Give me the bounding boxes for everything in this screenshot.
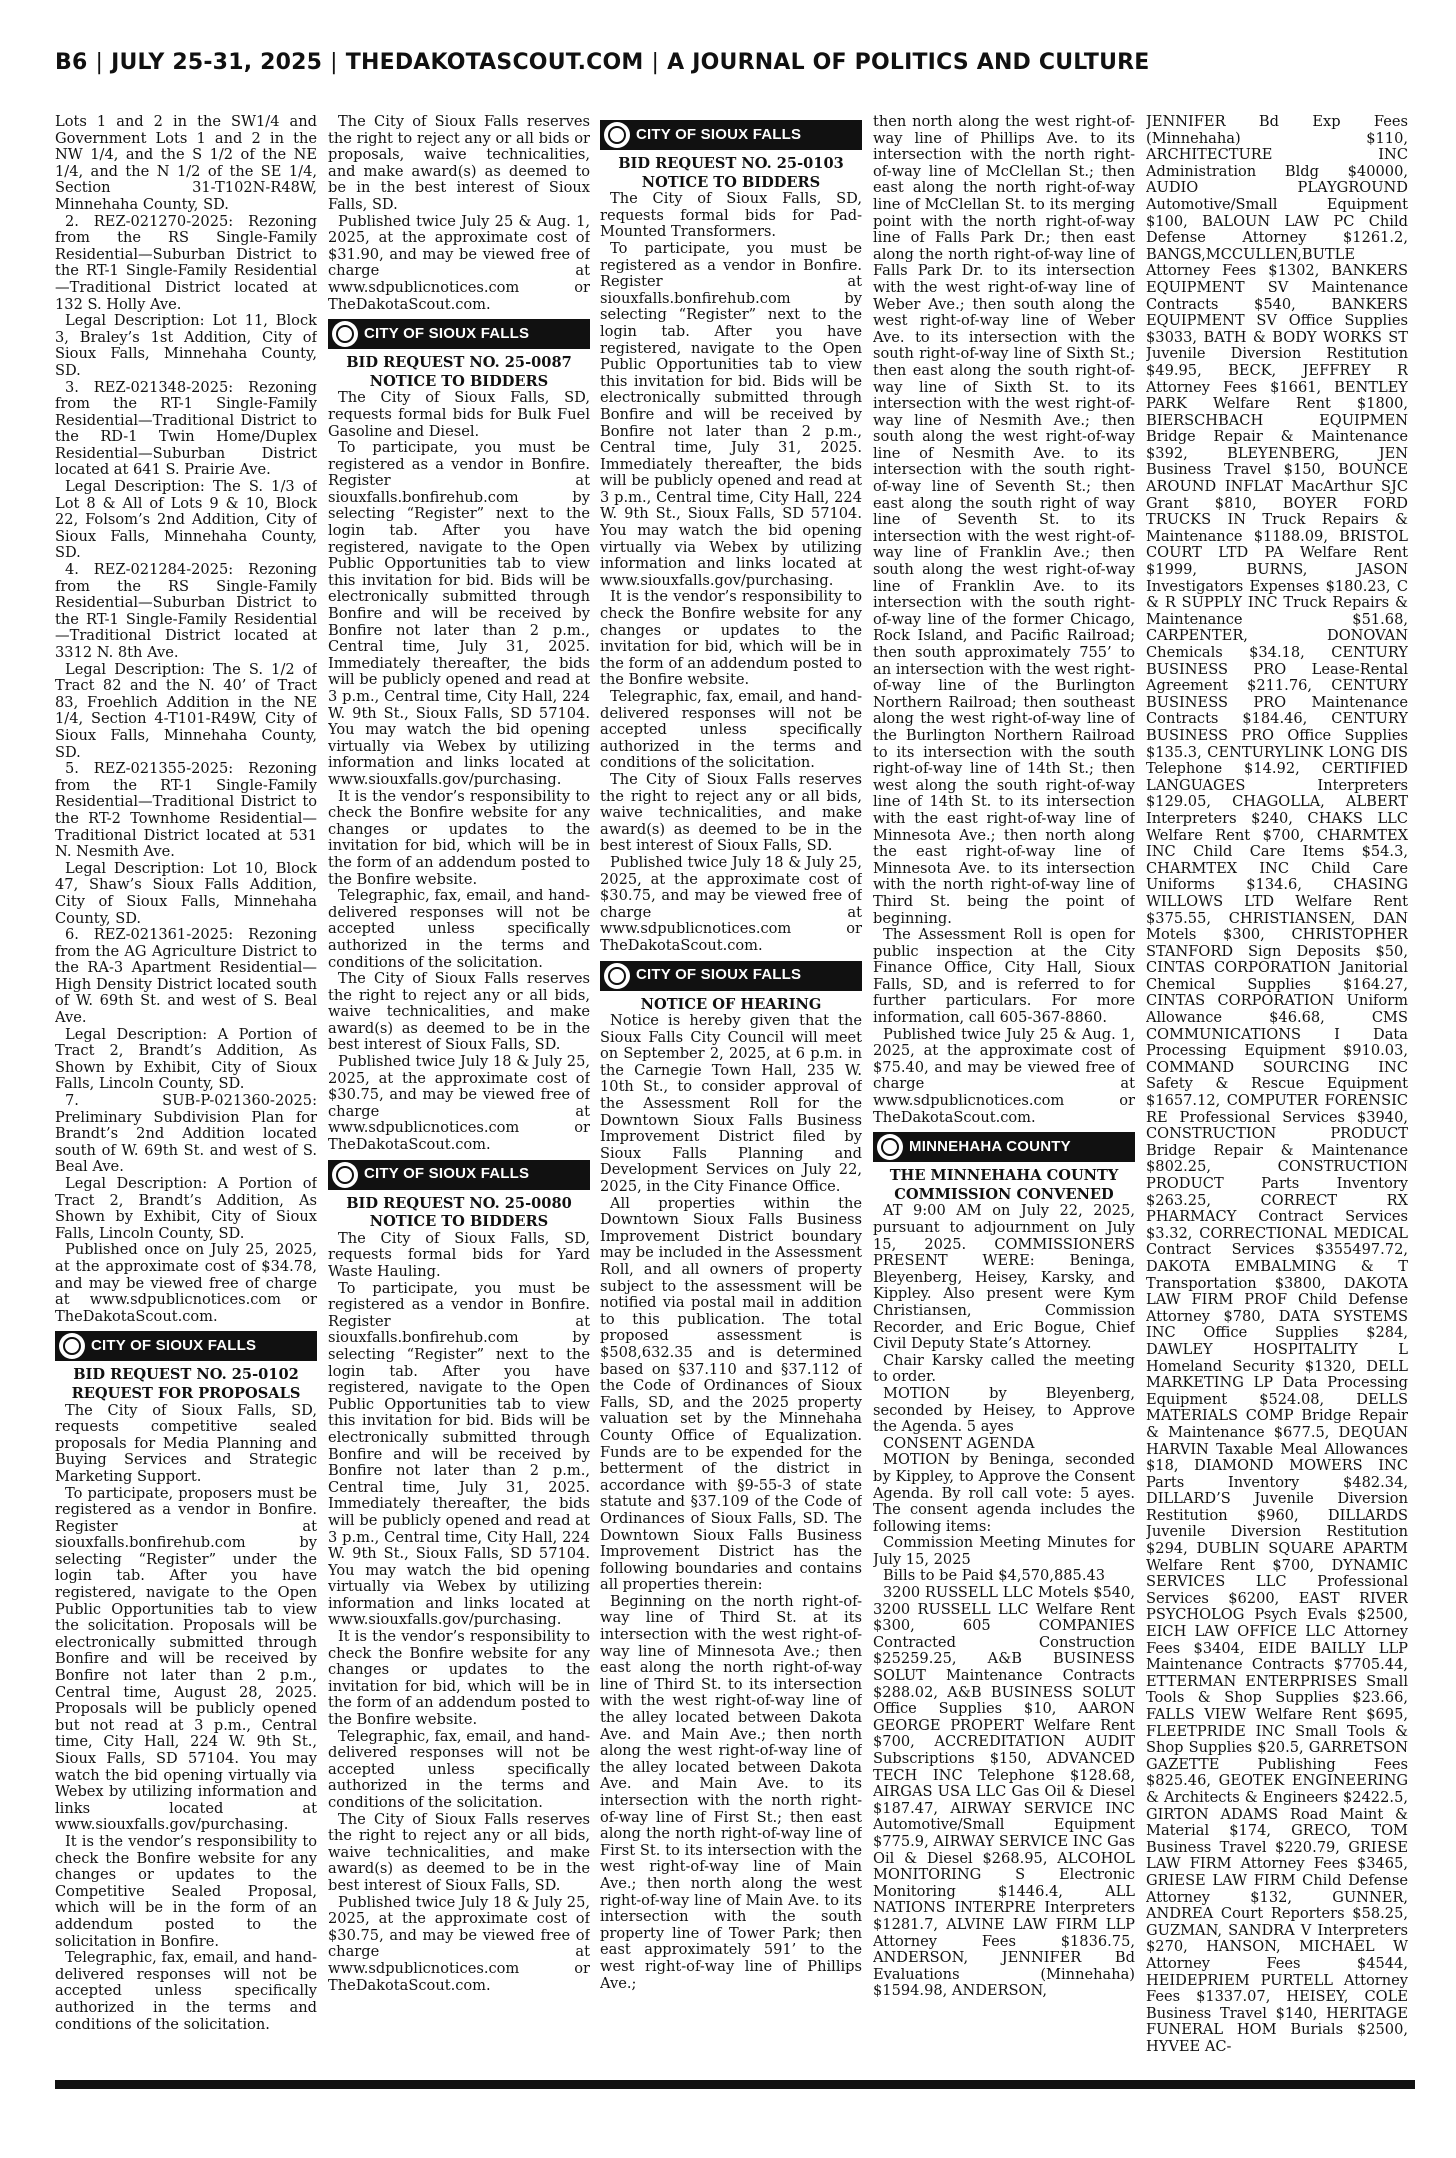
notice-paragraph: Legal Description: A Portion of Tract 2, Brandt’s Addition, As Shown by Exhibit, City of Sioux Falls, Lincoln County, SD.: [55, 1025, 317, 1093]
notice-paragraph: Chair Karsky called the meeting to order.: [873, 1351, 1135, 1386]
notice-paragraph: Beginning on the north right-of-way line of Third St. at its intersection with the west right-of-way line of Minnesota Ave.; then east along the north right-of-way line of Third St. to its intersection with the west right-of-way line of the alley located between Dakota Ave. and Main Ave.; then north along the west right-of-way line of the alley located between Dakota Ave. and Main Ave. to its intersection with the north right-of-way line of First St.; then east along the north right-of-way line of First St. to its intersection with the west right-of-way line of Main Ave.; then north along the west right-of-way line of Main Ave. to its intersection with the south property line of Tower Park; then east approximately 591’ to the west right-of-way line of Phillips Ave.;: [600, 1592, 862, 1992]
notice-paragraph: Legal Description: The S. 1/2 of Tract 82 and the N. 40’ of Tract 83, Froehlich Addition in the NE 1/4, Section 4-T101-R49W, City of Sioux Falls, Minnehaha County, SD.: [55, 660, 317, 761]
notice-paragraph: Bills to be Paid $4,570,885.43: [883, 1567, 1106, 1585]
city-seal-icon: [332, 321, 358, 347]
notice-paragraph: To participate, you must be registered as a vendor in Bonfire. Register at siouxfalls.bonfirehub.com by selecting “Register” next to the login tab. After you have registered, navigate to the Open Public Opportunities tab to view this invitation for bid. Bids will be electronically submitted through Bonfire and will be received by Bonfire not later than 2 p.m., Central time, July 31, 2025. Immediately thereafter, the bids will be publicly opened and read at 3 p.m., Central time, City Hall, 224 W. 9th St., Sioux Falls, SD 57104. You may watch the bid opening virtually via Webex by utilizing information and links located at www.siouxfalls.gov/purchasing.: [328, 439, 590, 788]
notice-paragraph: It is the vendor’s responsibility to check the Bonfire website for any changes or updates to the invitation for bid, which will be in the form of an addendum posted to the Bonfire website.: [328, 1628, 590, 1729]
notice-paragraph: The Assessment Roll is open for public inspection at the City Finance Office, City Hall, Sioux Falls, SD, and is referred to for further particulars. For more information, call 605-367-8860.: [873, 926, 1135, 1027]
notice-paragraph: Legal Description: Lot 10, Block 47, Shaw’s Sioux Falls Addition, City of Sioux Falls, Minnehaha County, SD.: [55, 859, 317, 927]
banner-label: CITY OF SIOUX FALLS: [636, 125, 802, 143]
notice-paragraph: Notice is hereby given that the Sioux Falls City Council will meet on September 2, 2025, at 6 p.m. in the Carnegie Town Hall, 235 W. 10th St., to consider approval of the Assessment Roll for the Downtown Sioux Falls Business Improvement District filed by Sioux Falls Planning and Development Services on July 22, 2025, in the City Finance Office.: [600, 1012, 862, 1196]
text-column-1: [55, 114, 317, 2064]
site-name: THEDAKOTASCOUT.COM: [345, 50, 644, 75]
notice-heading: NOTICE OF HEARING: [640, 995, 822, 1013]
city-seal-icon: [877, 1134, 903, 1160]
notice-paragraph: Commission Meeting Minutes for July 15, 2025: [873, 1534, 1135, 1568]
notice-paragraph: The City of Sioux Falls reserves the right to reject any or all bids, waive technicalities, and make award(s) as deemed to be in the best interest of Sioux Falls, SD.: [328, 970, 590, 1054]
issue-date: JULY 25-31, 2025: [111, 50, 323, 75]
notice-heading: REQUEST FOR PROPOSALS: [71, 1384, 301, 1402]
text-column-4: [873, 114, 1135, 2064]
section-banner: [55, 1331, 317, 1361]
notice-paragraph: 3. REZ-021348-2025: Rezoning from the RT-1 Single-Family Residential—Traditional District to the RD-1 Twin Home/Duplex Residential—Suburban District located at 641 S. Prairie Ave.: [55, 378, 317, 479]
notice-paragraph: 4. REZ-021284-2025: Rezoning from the RS Single-Family Residential—Suburban District to the RT-1 Single-Family Residential—Traditional District located at 3312 N. 8th Ave.: [55, 561, 317, 661]
notice-paragraph: 6. REZ-021361-2025: Rezoning from the AG Agriculture District to the RA-3 Apartment Residential—High Density District located south of W. 69th St. and west of S. Beal Ave.: [55, 926, 317, 1027]
notice-paragraph: then north along the west right-of-way line of Phillips Ave. to its intersection with the north right-of-way line of McClellan St.; then east along the north right-of-way line of McClellan St. to its merging point with the north right-of-way line of Falls Park Dr.; then east along the north right-of-way line of Falls Park Dr. to its intersection with the west right-of-way line of Weber Ave.; then south along the west right-of-way line of Weber Ave. to its intersection with the south right-of-way line of Sixth St.; then east along the south right-of-way line of Sixth St. to its intersection with the west right-of-way line of Nesmith Ave.; then south along the west right-of-way line of Nesmith Ave. to its intersection with the south right-of-way line of Seventh St.; then east along the south right of way line of Seventh St. to its intersection with the west right-of-way line of Franklin Ave.; then south along the west right-of-way line of Franklin Ave. to its intersection with the south right-of-way line of the former Chicago, Rock Island, and Pacific Railroad; then south approximately 755’ to an intersection with the west right-of-way line of the Burlington Northern Railroad; then southeast along the west right-of-way line of the Burlington Northern Railroad to its intersection with the south right-of-way line of 14th St.; then west along the south right-of-way line of 14th St. to its intersection with the east right-of-way line of Minnesota Ave.; then north along the east right-of-way line of Minnesota Ave. to its intersection with the north right-of-way line of Third St. being the point of beginning.: [873, 114, 1135, 927]
notice-paragraph: Published twice July 18 & July 25, 2025, at the approximate cost of $30.75, and may be viewed free of charge at www.sdpublicnotices.com or TheDakotaScout.com.: [328, 1893, 590, 1994]
city-seal-icon: [604, 122, 630, 148]
notice-paragraph: Telegraphic, fax, email, and hand-delivered responses will not be accepted unless specifically authorized in the terms and conditions of the solicitation.: [55, 1949, 317, 2033]
notice-paragraph: 5. REZ-021355-2025: Rezoning from the RT-1 Single-Family Residential—Traditional District to the RT-2 Townhome Residential—Traditional District located at 531 N. Nesmith Ave.: [55, 760, 317, 861]
notice-paragraph: CONSENT AGENDA: [883, 1434, 1035, 1452]
notice-paragraph: Published twice July 25 & Aug. 1, 2025, at the approximate cost of $31.90, and may be viewed free of charge at www.sdpublicnotices.com or TheDakotaScout.com.: [328, 212, 590, 313]
text-column-2: [328, 114, 590, 2064]
notice-heading: COMMISSION CONVENED: [894, 1185, 1114, 1203]
notice-paragraph: The City of Sioux Falls reserves the right to reject any or all bids or proposals, waive technicalities, and make award(s) as deemed to be in the best interest of Sioux Falls, SD.: [328, 114, 590, 213]
notice-paragraph: The City of Sioux Falls reserves the right to reject any or all bids, waive technicalities, and make award(s) as deemed to be in the best interest of Sioux Falls, SD.: [328, 1810, 590, 1894]
banner-label: CITY OF SIOUX FALLS: [91, 1337, 257, 1355]
section-banner: [600, 120, 862, 150]
notice-paragraph: It is the vendor’s responsibility to check the Bonfire website for any changes or updates to the invitation for bid, which will be in the form of an addendum posted to the Bonfire website.: [600, 588, 862, 689]
tagline: A JOURNAL OF POLITICS AND CULTURE: [667, 50, 1150, 75]
notice-paragraph: The City of Sioux Falls, SD, requests formal bids for Yard Waste Hauling.: [328, 1229, 590, 1280]
notice-heading: BID REQUEST NO. 25-0080: [346, 1194, 572, 1212]
notice-paragraph: All properties within the Downtown Sioux Falls Business Improvement District boundary may be included in the Assessment Roll, and all owners of property subject to the assessment will be notified via postal mail in addition to this publication. The total proposed assessment is $508,632.35 and is determined based on §37.110 and §37.112 of the Code of Ordinances of Sioux Falls, SD, and the 2025 property valuation set by the Minnehaha County Office of Equalization. Funds are to be expended for the betterment of the district in accordance with §9-55-3 of state statute and §37.109 of the Code of Ordinances of Sioux Falls, SD. The Downtown Sioux Falls Business Improvement District has the following boundaries and contains all properties therein:: [600, 1194, 862, 1594]
notice-paragraph: Telegraphic, fax, email, and hand-delivered responses will not be accepted unless specifically authorized in the terms and conditions of the solicitation.: [328, 1727, 590, 1811]
notice-paragraph: The City of Sioux Falls, SD, requests formal bids for Pad-Mounted Transformers.: [600, 190, 862, 241]
notice-heading: NOTICE TO BIDDERS: [369, 372, 549, 390]
notice-paragraph: Legal Description: Lot 11, Block 3, Braley’s 1st Addition, City of Sioux Falls, Minnehaha County, SD.: [55, 312, 317, 379]
notice-paragraph: Lots 1 and 2 in the SW1/4 and Government Lots 1 and 2 in the NW 1/4, and the S 1/2 of the NE 1/4, and the N 1/2 of the SE 1/4, Section 31-T102N-R48W, Minnehaha County, SD.: [55, 114, 317, 213]
notice-heading: BID REQUEST NO. 25-0087: [346, 354, 572, 372]
notice-paragraph: Legal Description: The S. 1/3 of Lot 8 & All of Lots 9 & 10, Block 22, Folsom’s 2nd Addition, City of Sioux Falls, Minnehaha County, SD.: [55, 478, 317, 562]
banner-label: MINNEHAHA COUNTY: [909, 1137, 1071, 1155]
notice-paragraph: To participate, you must be registered as a vendor in Bonfire. Register at siouxfalls.bonfirehub.com by selecting “Register” next to the login tab. After you have registered, navigate to the Open Public Opportunities tab to view this invitation for bid. Bids will be electronically submitted through Bonfire and will be received by Bonfire not later than 2 p.m., Central time, July 31, 2025. Immediately thereafter, the bids will be publicly opened and read at 3 p.m., Central time, City Hall, 224 W. 9th St., Sioux Falls, SD 57104. You may watch the bid opening virtually via Webex by utilizing information and links located at www.siouxfalls.gov/purchasing.: [328, 1279, 590, 1629]
notice-paragraph: Telegraphic, fax, email, and hand-delivered responses will not be accepted unless specifically authorized in the terms and conditions of the solicitation.: [600, 688, 862, 772]
notice-paragraph: 2. REZ-021270-2025: Rezoning from the RS Single-Family Residential—Suburban District to the RT-1 Single-Family Residential—Traditional District located at 132 S. Holly Ave.: [55, 212, 317, 313]
notice-paragraph: It is the vendor’s responsibility to check the Bonfire website for any changes or updates to the Competitive Sealed Proposal, which will be in the form of an addendum posted to the solicitation in Bonfire.: [55, 1832, 317, 1950]
notice-paragraph: The City of Sioux Falls, SD, requests competitive sealed proposals for Media Planning and Buying Services and Strategic Marketing Support.: [55, 1401, 317, 1485]
notice-paragraph: Telegraphic, fax, email, and hand-delivered responses will not be accepted unless specifically authorized in the terms and conditions of the solicitation.: [328, 887, 590, 971]
section-banner: [328, 1160, 590, 1190]
folio-separator: |: [651, 50, 660, 75]
notice-paragraph: To participate, you must be registered as a vendor in Bonfire. Register at siouxfalls.bonfirehub.com by selecting “Register” next to the login tab. After you have registered, navigate to the Open Public Opportunities tab to view this invitation for bid. Bids will be electronically submitted through Bonfire and will be received by Bonfire not later than 2 p.m., Central time, July 31, 2025. Immediately thereafter, the bids will be publicly opened and read at 3 p.m., Central time, City Hall, 224 W. 9th St., Sioux Falls, SD 57104. You may watch the bid opening virtually via Webex by utilizing information and links located at www.siouxfalls.gov/purchasing.: [600, 239, 862, 589]
section-banner: [873, 1132, 1135, 1162]
notice-paragraph: To participate, proposers must be registered as a vendor in Bonfire. Register at siouxfalls.bonfirehub.com by selecting “Register” under the login tab. After you have registered, navigate to the Open Public Opportunities tab to view the solicitation. Proposals will be electronically submitted through Bonfire and will be received by Bonfire not later than 2 p.m., Central time, August 28, 2025. Proposals will be publicly opened but not read at 3 p.m., Central time, City Hall, 224 W. 9th St., Sioux Falls, SD 57104. You may watch the bid opening virtually via Webex by utilizing information and links located at www.siouxfalls.gov/purchasing.: [55, 1484, 317, 1834]
notice-heading: BID REQUEST NO. 25-0102: [73, 1366, 299, 1384]
notice-paragraph: 7. SUB-P-021360-2025: Preliminary Subdivision Plan for Brandt’s 2nd Addition located south of W. 69th St. and west of S. Beal Ave.: [55, 1092, 317, 1176]
notice-paragraph: Published twice July 25 & Aug. 1, 2025, at the approximate cost of $75.40, and may be viewed free of charge at www.sdpublicnotices.com or TheDakotaScout.com.: [873, 1025, 1135, 1126]
notice-paragraph: Legal Description: A Portion of Tract 2, Brandt’s Addition, As Shown by Exhibit, City of Sioux Falls, Lincoln County, SD.: [55, 1175, 317, 1242]
banner-label: CITY OF SIOUX FALLS: [364, 324, 530, 342]
notice-paragraph: MOTION by Beninga, seconded by Kippley, to Approve the Consent Agenda. By roll call vote: 5 ayes. The consent agenda includes the following items:: [873, 1451, 1135, 1535]
notice-paragraph: The City of Sioux Falls, SD, requests formal bids for Bulk Fuel Gasoline and Diesel.: [328, 389, 590, 440]
bottom-rule: [55, 2080, 1415, 2089]
notice-heading: NOTICE TO BIDDERS: [369, 1213, 549, 1231]
section-banner: [600, 961, 862, 991]
notice-paragraph: Published twice July 18 & July 25, 2025, at the approximate cost of $30.75, and may be viewed free of charge at www.sdpublicnotices.com or TheDakotaScout.com.: [328, 1053, 590, 1154]
notice-paragraph: The City of Sioux Falls reserves the right to reject any or all bids, waive technicalities, and make award(s) as deemed to be in the best interest of Sioux Falls, SD.: [600, 770, 862, 855]
page-folio: [55, 50, 1415, 84]
notice-heading: BID REQUEST NO. 25-0103: [618, 155, 844, 172]
notice-paragraph: Published twice July 18 & July 25, 2025, at the approximate cost of $30.75, and may be viewed free of charge at www.sdpublicnotices.com or TheDakotaScout.com.: [600, 853, 862, 954]
page-number: B6: [55, 50, 88, 75]
notice-paragraph: 3200 RUSSELL LLC Motels $540, 3200 RUSSELL LLC Welfare Rent $300, 605 COMPANIES Contracted Construction $25259.25, A&B BUSINESS SOLUT Maintenance Contracts $288.02, A&B BUSINESS SOLUT Office Supplies $10, AARON GEORGE PROPERT Welfare Rent $700, ACCREDITATION AUDIT Subscriptions $150, ADVANCED TECH INC Telephone $128.68, AIRGAS USA LLC Gas Oil & Diesel $187.47, AIRWAY SERVICE INC Automotive/Small Equipment $775.9, AIRWAY SERVICE INC Gas Oil & Diesel $268.95, ALCOHOL MONITORING S Electronic Monitoring $1446.4, ALL NATIONS INTERPRE Interpreters $1281.7, ALVINE LAW FIRM LLP Attorney Fees $1836.75, ANDERSON, JENNIFER Bd Evaluations (Minnehaha) $1594.98, ANDERSON,: [873, 1584, 1135, 2000]
notice-paragraph: MOTION by Bleyenberg, seconded by Heisey, to Approve the Agenda. 5 ayes: [873, 1384, 1135, 1436]
banner-label: CITY OF SIOUX FALLS: [636, 966, 802, 984]
banner-label: CITY OF SIOUX FALLS: [364, 1165, 530, 1183]
city-seal-icon: [332, 1162, 358, 1188]
notice-paragraph: Published once on July 25, 2025, at the approximate cost of $34.78, and may be viewed free of charge at www.sdpublicnotices.com or TheDakotaScout.com.: [55, 1241, 317, 1325]
text-column-5: [1146, 114, 1408, 2064]
section-banner: [328, 319, 590, 349]
city-seal-icon: [604, 963, 630, 989]
notice-heading: NOTICE TO BIDDERS: [641, 173, 821, 191]
city-seal-icon: [59, 1333, 85, 1359]
notice-paragraph: AT 9:00 AM on July 22, 2025, pursuant to adjournment on July 15, 2025. COMMISSIONERS PRESENT WERE: Beninga, Bleyenberg, Heisey, Karsky, and Kippley. Also present were Kym Christiansen, Commission Recorder, and Eric Bogue, Chief Civil Deputy State’s Attorney.: [873, 1202, 1135, 1353]
folio-separator: |: [330, 50, 338, 75]
notice-paragraph: JENNIFER Bd Exp Fees (Minnehaha) $110, ARCHITECTURE INC Administration Bldg $40000, AUDIO PLAYGROUND Automotive/Small Equipment $100, BALOUN LAW PC Child Defense Attorney $1261.2, BANGS,MCCULLEN,BUTLE Attorney Fees $1302, BANKERS EQUIPMENT SV Maintenance Contracts $540, BANKERS EQUIPMENT SV Office Supplies $3033, BATH & BODY WORKS ST Juvenile Diversion Restitution $49.95, BECK, JEFFREY R Attorney Fees $1661, BENTLEY PARK Welfare Rent $1800, BIERSCHBACH EQUIPMEN Bridge Repair & Maintenance $392, BLEYENBERG, JEN Business Travel $150, BOUNCE AROUND INFLAT MacArthur SJC Grant $810, BOYER FORD TRUCKS IN Truck Repairs & Maintenance $1188.09, BRISTOL COURT LTD PA Welfare Rent $1999, BURNS, JASON Investigators Expenses $180.23, C & R SUPPLY INC Truck Repairs & Maintenance $51.68, CARPENTER, DONOVAN Chemicals $34.18, CENTURY BUSINESS PRO Lease-Rental Agreement $211.76, CENTURY BUSINESS PRO Maintenance Contracts $184.46, CENTURY BUSINESS PRO Office Supplies $135.3, CENTURYLINK LONG DIS Telephone $14.92, CERTIFIED LANGUAGES Interpreters $129.05, CHAGOLLA, ALBERT Interpreters $240, CHAKS LLC Welfare Rent $700, CHARMTEX INC Child Care Items $54.3, CHARMTEX INC Child Care Uniforms $134.6, CHASING WILLOWS LTD Welfare Rent $375.55, CHRISTIANSEN, DAN Motels $300, CHRISTOPHER STANFORD Sign Deposits $50, CINTAS CORPORATION Janitorial Chemical Supplies $164.27, CINTAS CORPORATION Uniform Allowance $46.68, CMS COMMUNICATIONS I Data Processing Equipment $910.03, COMMAND SOURCING INC Safety & Rescue Equipment $1657.12, COMPUTER FORENSIC RE Professional Services $3940, CONSTRUCTION PRODUCT Bridge Repair & Maintenance $802.25, CONSTRUCTION PRODUCT Parts Inventory $263.25, CORRECT RX PHARMACY Contract Services $3.32, CORRECTIONAL MEDICAL Contract Services $355497.72, DAKOTA EMBALMING & T Transportation $3800, DAKOTA LAW FIRM PROF Child Defense Attorney $780, DATA SYSTEMS INC Office Supplies $284, DAWLEY HOSPITALITY L Homeland Security $1320, DELL MARKETING LP Data Processing Equipment $524.08, DELLS MATERIALS COMP Bridge Repair & Maintenance $677.5, DEQUAN HARVIN Taxable Meal Allowances $18, DIAMOND MOWERS INC Parts Inventory $482.34, DILLARD’S Juvenile Diversion Restitution $960, DILLARDS Juvenile Diversion Restitution $294, DUBLIN SQUARE APARTM Welfare Rent $700, DYNAMIC SERVICES LLC Professional Services $6200, EAST RIVER PSYCHOLOG Psych Evals $2500, EICH LAW OFFICE LLC Attorney Fees $3404, EIDE BAILLY LLP Maintenance Contracts $7705.44, ETTERMAN ENTERPRISES Small Tools & Shop Supplies $23.66, FALLS VIEW Welfare Rent $695, FLEETPRIDE INC Small Tools & Shop Supplies $20.5, GARRETSON GAZETTE Publishing Fees $825.46, GEOTEK ENGINEERING & Architects & Engineers $2422.5, GIRTON ADAMS Road Maint & Material $174, GRECO, TOM Business Travel $220.79, GRIESE LAW FIRM Attorney Fees $3465, GRIESE LAW FIRM Child Defense Attorney $132, GUNNER, ANDREA Court Reporters $58.25, GUZMAN, SANDRA V Interpreters $270, HANSON, MICHAEL W Attorney Fees $4544, HEIDEPRIEM PURTELL Attorney Fees $1337.07, HEISEY, COLE Business Travel $140, HERITAGE FUNERAL HOM Burials $2500, HYVEE AC-: [1146, 114, 1408, 2055]
notice-paragraph: It is the vendor’s responsibility to check the Bonfire website for any changes or updates to the invitation for bid, which will be in the form of an addendum posted to the Bonfire website.: [328, 787, 590, 888]
folio-separator: |: [95, 50, 104, 75]
notice-heading: THE MINNEHAHA COUNTY: [889, 1167, 1119, 1185]
text-column-3: [600, 114, 862, 2064]
